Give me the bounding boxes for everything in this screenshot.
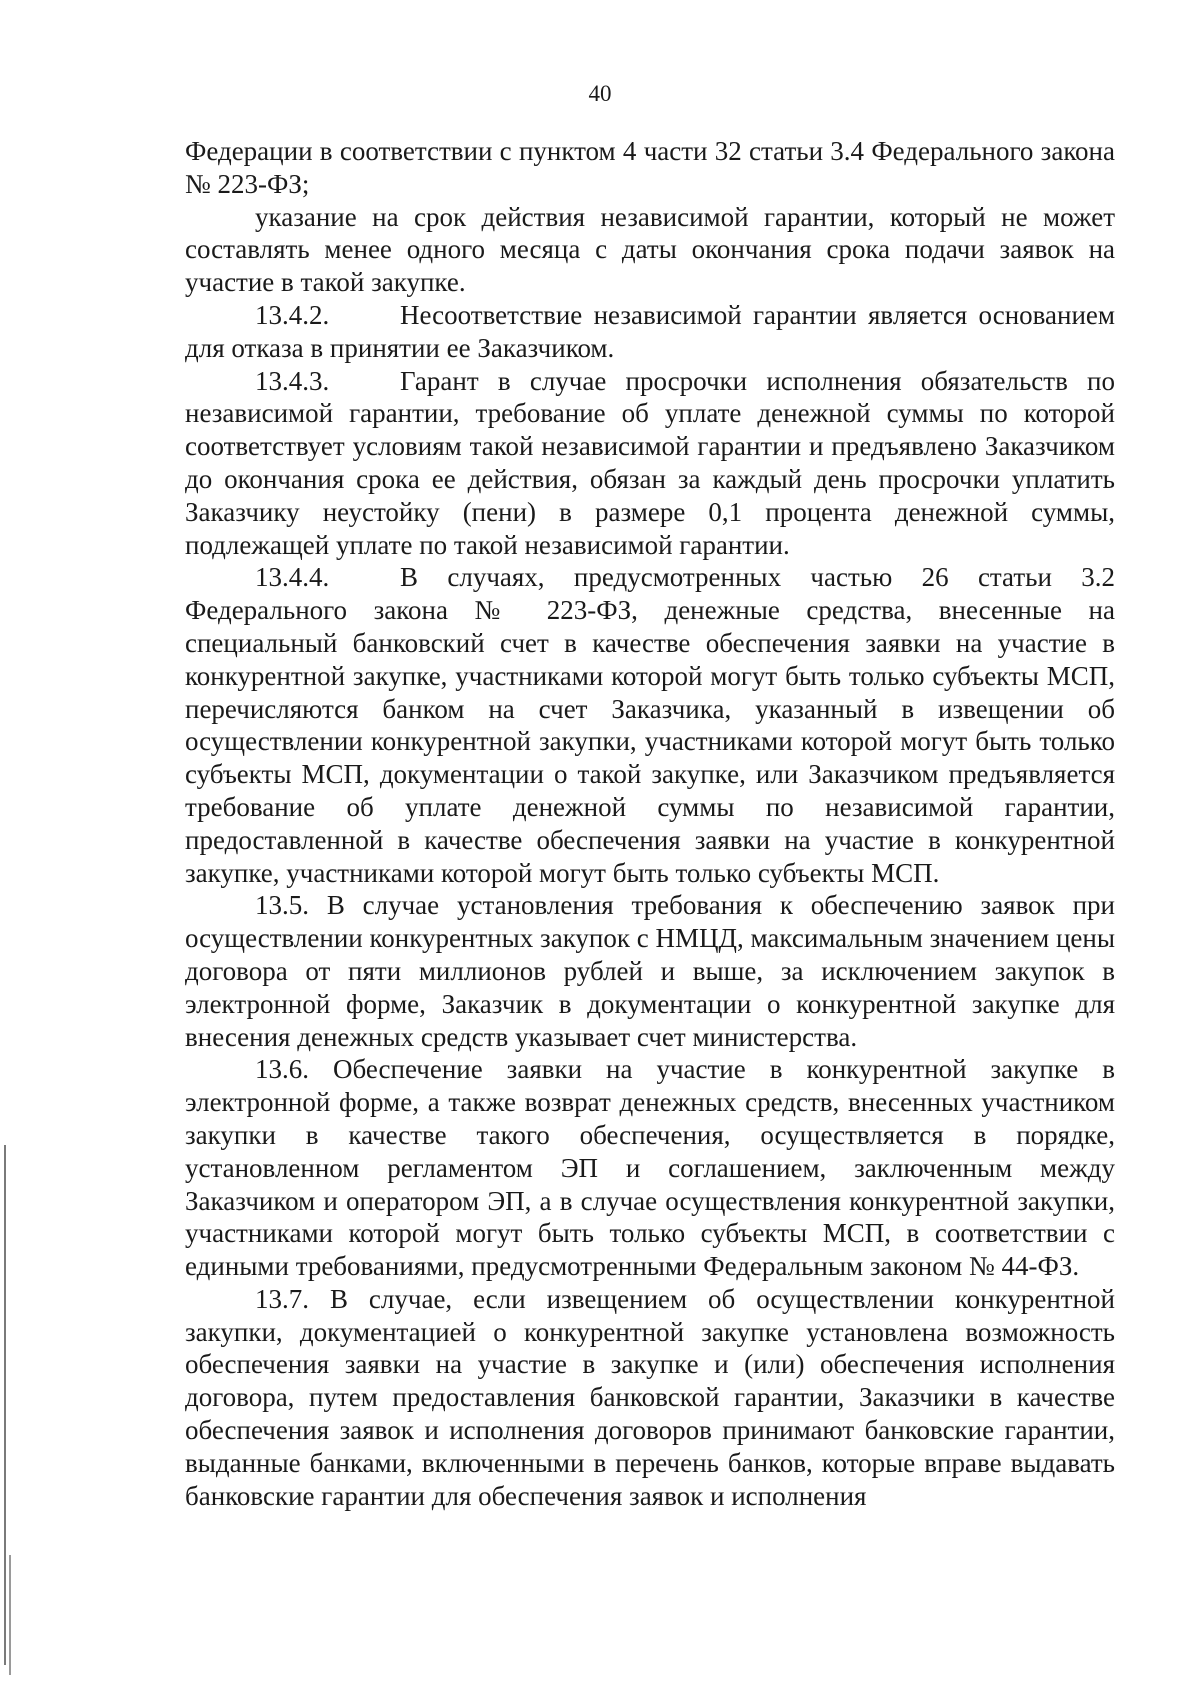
clause-number: 13.4.2.	[255, 299, 330, 330]
paragraph-13-6	[185, 1053, 1115, 1283]
paragraph-text: 13.6. Обеспечение заявки на участие в конкурентной закупке в электронной форме, а также возврат денежных средств, внесенных участником закупки в качестве такого обеспечения, осуществляется в порядке, установленном регламентом ЭП и соглашением, заключенным между Заказчиком и оператором ЭП, а в случае осуществления конкурентной закупки, участниками которой могут быть только субъекты МСП, в соответствии с едиными требованиями, предусмотренными Федеральным законом № 44-ФЗ.	[185, 1054, 1115, 1282]
paragraph-13-4-4	[185, 561, 1115, 889]
paragraph-guarantee-term	[185, 201, 1115, 299]
paragraph-text: В случаях, предусмотренных частью 26 статьи 3.2 Федерального закона № 223-ФЗ, денежные средства, внесенные на специальный банковский счет в качестве обеспечения заявки на участие в конкурентной закупке, участниками которой могут быть только субъекты МСП, перечисляются банком на счет Заказчика, указанный в извещении об осуществлении конкурентной закупки, участниками которой могут быть только субъекты МСП, документации о такой закупке, или Заказчиком предъявляется требование об уплате денежной суммы по независимой гарантии, предоставленной в качестве обеспечения заявки на участие в конкурентной закупке, участниками которой могут быть только субъекты МСП.	[185, 562, 1115, 888]
paragraph-13-5	[185, 889, 1115, 1053]
clause-number: 13.4.4.	[255, 562, 330, 593]
paragraph-text: Гарант в случае просрочки исполнения обязательств по независимой гарантии, требование об уплате денежной суммы по которой соответствует условиям такой независимой гарантии и предъявлено Заказчиком до окончания срока ее действия, обязан за каждый день просрочки уплатить Заказчику неустойку (пени) в размере 0,1 процента денежной суммы, подлежащей уплате по такой независимой гарантии.	[185, 365, 1115, 560]
paragraph-13-7	[185, 1283, 1115, 1513]
document-body	[185, 135, 1115, 1512]
page-number: 40	[588, 81, 612, 106]
clause-number: 13.4.3.	[255, 365, 330, 396]
scan-edge-line	[4, 1145, 6, 1665]
paragraph-continuation	[185, 135, 1115, 201]
paragraph-text: Несоответствие независимой гарантии является основанием для отказа в принятии ее Заказчиком.	[185, 299, 1115, 363]
paragraph-text: 13.7. В случае, если извещением об осуществлении конкурентной закупки, документацией о конкурентной закупке установлена возможность обеспечения заявки на участие в закупке и (или) обеспечения исполнения договора, путем предоставления банковской гарантии, Заказчики в качестве обеспечения заявок и исполнения договоров принимают банковские гарантии, выданные банками, включенными в перечень банков, которые вправе выдавать банковские гарантии для обеспечения заявок и исполнения	[185, 1283, 1115, 1511]
paragraph-text: указание на срок действия независимой гарантии, который не может составлять менее одного месяца с даты окончания срока подачи заявок на участие в такой закупке.	[185, 201, 1115, 298]
scan-edge-line	[9, 1555, 11, 1675]
paragraph-13-4-3	[185, 365, 1115, 562]
paragraph-text: 13.5. В случае установления требования к обеспечению заявок при осуществлении конкурентных закупок с НМЦД, максимальным значением цены договора от пяти миллионов рублей и выше, за исключением закупок в электронной форме, Заказчик в документации о конкурентной закупке для внесения денежных средств указывает счет министерства.	[185, 890, 1115, 1052]
paragraph-13-4-2	[185, 299, 1115, 365]
paragraph-text: Федерации в соответствии с пунктом 4 части 32 статьи 3.4 Федерального закона № 223-ФЗ;	[185, 136, 1115, 199]
